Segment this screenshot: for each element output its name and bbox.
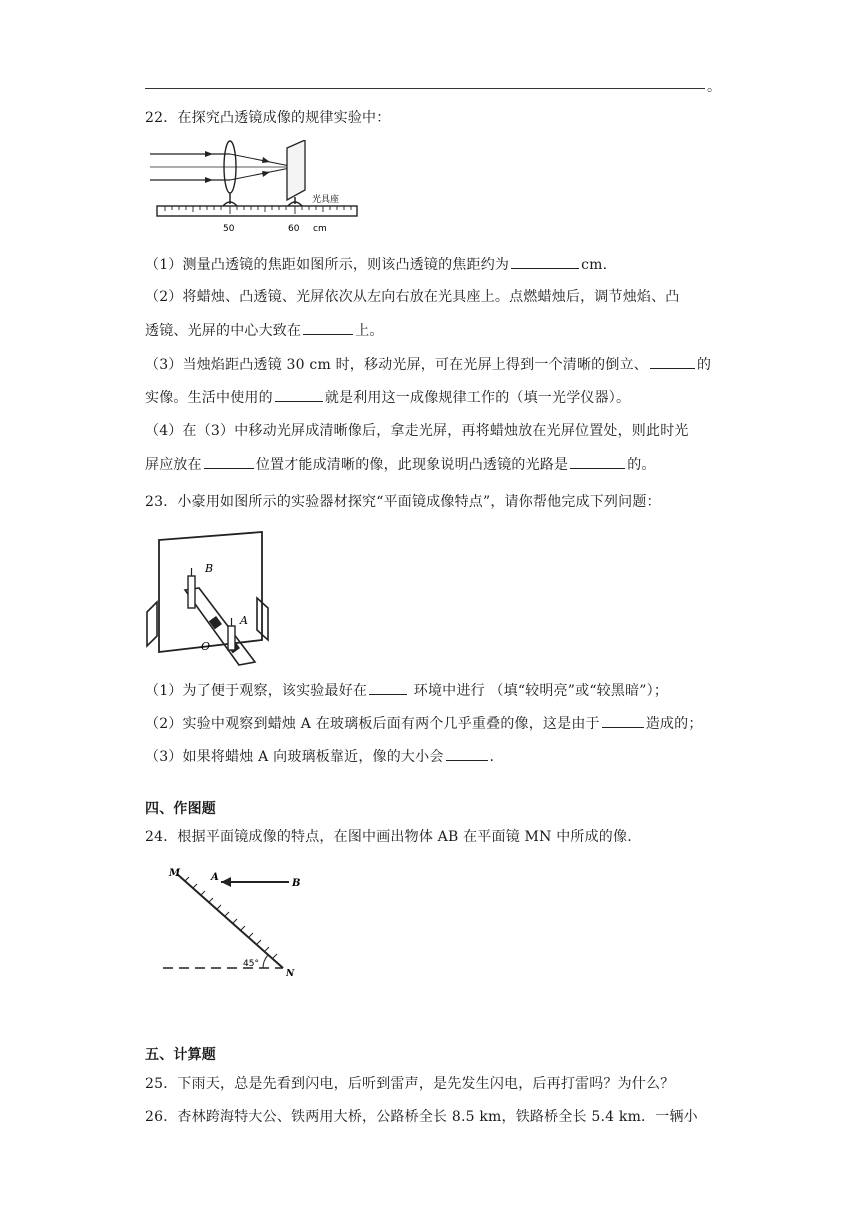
q22-part3-line1: （3）当烛焰距凸透镜 30 cm 时，移动光屏，可在光屏上得到一个清晰的倒立、 的: [145, 354, 711, 375]
answer-blank[interactable]: [511, 254, 579, 269]
unit-label: cm: [313, 224, 327, 234]
q22-stem: 22．在探究凸透镜成像的规律实验中：: [145, 110, 391, 126]
q25-stem: 25．下雨天，总是先看到闪电，后听到雷声，是先发生闪电，后再打雷吗？为什么？: [145, 1076, 675, 1092]
answer-blank[interactable]: [204, 454, 254, 469]
answer-blank[interactable]: [602, 713, 644, 728]
answer-blank[interactable]: [369, 680, 407, 695]
answer-blank[interactable]: [570, 454, 625, 469]
label-a: A: [211, 872, 219, 883]
q22-part2-line1: （2）将蜡烛、凸透镜、光屏依次从左向右放在光具座上。点燃蜡烛后，调节烛焰、凸: [145, 289, 680, 305]
answer-blank[interactable]: [446, 746, 488, 761]
label-m: M: [169, 868, 181, 879]
q22-lens-figure: [145, 140, 370, 235]
answer-blank[interactable]: [650, 354, 695, 369]
bench-label: 光具座: [312, 195, 340, 205]
angle-label: 45°: [243, 959, 259, 969]
q23-stem: 23．小豪用如图所示的实验器材探究“平面镜成像特点”，请你帮他完成下列问题：: [145, 494, 661, 510]
section-title-drawing: 四、作图题: [145, 801, 216, 817]
q23-mirror-figure: [145, 528, 280, 668]
label-b: B: [205, 562, 214, 575]
label-n: N: [286, 969, 295, 979]
q23-part1: （1）为了便于观察，该实验最好在 环境中进行 （填“较明亮”或“较黑暗”）；: [145, 680, 668, 701]
q23-part2: （2）实验中观察到蜡烛 A 在玻璃板后面有两个几乎重叠的像，这是由于 造成的；: [145, 713, 703, 734]
answer-blank[interactable]: [275, 387, 323, 402]
q24-mirror-figure: [155, 860, 315, 980]
q22-part1: （1）测量凸透镜的焦距如图所示，则该凸透镜的焦距约为 cm.: [145, 254, 607, 275]
label-o: O: [201, 640, 211, 653]
q22-part3-line2: 实像。生活中使用的 就是利用这一成像规律工作的（填一光学仪器）。: [145, 387, 630, 408]
answer-blank[interactable]: [303, 320, 353, 335]
q24-stem: 24．根据平面镜成像的特点，在图中画出物体 AB 在平面镜 MN 中所成的像.: [145, 829, 632, 845]
q23-part3: （3）如果将蜡烛 A 向玻璃板靠近，像的大小会 .: [145, 746, 494, 767]
label-a: A: [240, 614, 248, 627]
label-b: B: [292, 878, 301, 889]
tick-50-label: 50: [223, 224, 235, 234]
tick-60-label: 60: [288, 224, 300, 234]
section-title-calculation: 五、计算题: [145, 1047, 216, 1063]
q22-part2-line2: 透镜、光屏的中心大致在 上。: [145, 320, 384, 341]
answer-line: [145, 88, 705, 89]
q22-part4-line1: （4）在（3）中移动光屏成清晰像后，拿走光屏，再将蜡烛放在光屏位置处，则此时光: [145, 423, 689, 439]
q26-stem: 26．杏林跨海特大公、铁两用大桥，公路桥全长 8.5 km，铁路桥全长 5.4 km．一辆小: [145, 1109, 698, 1125]
q22-part4-line2: 屏应放在 位置才能成清晰的像，此现象说明凸透镜的光路是 的。: [145, 454, 656, 475]
end-mark: 。: [707, 79, 721, 95]
